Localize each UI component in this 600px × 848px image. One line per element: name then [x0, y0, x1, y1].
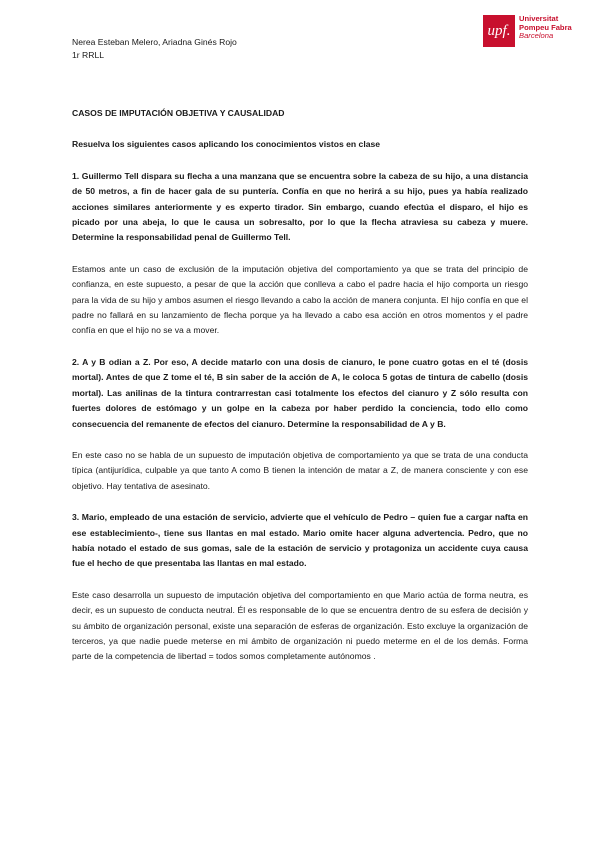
upf-logo — [483, 15, 572, 47]
header-block — [72, 36, 237, 62]
course-line: 1r RRLL — [72, 50, 104, 60]
case-3-question: 3. Mario, empleado de una estación de servicio, advierte que el vehículo de Pedro – quien fue a cargar nafta en ese establecimiento-, tiene sus llantas en mal estado. Mario omite hacer alguna advertencia. Pedro, que no había notado el estado de sus gomas, sale de la estación de servicio y protagoniza un accidente cuya causa fue el hecho de que presentaba las llantas en mal estado. — [72, 512, 528, 569]
authors-line: Nerea Esteban Melero, Ariadna Ginés Rojo — [72, 37, 237, 47]
logo-line-3: Barcelona — [519, 31, 554, 41]
case-3-answer: Este caso desarrolla un supuesto de imputación objetiva del comportamiento en que Mario actúa de forma neutra, es decir, es un supuesto de conducta neutral. Él es responsable de lo que se encuentra dentro de su esfera de decisión y su ámbito de organización personal, existe una separación de esferas de organización. Esto excluye la organización de terceros, ya que nadie puede meterse en mi ámbito de organización ni puedo meterme en el de los demás. Forma parte de la competencia de libertad = todos somos completamente autónomos . — [72, 589, 528, 662]
document-title: CASOS DE IMPUTACIÓN OBJETIVA Y CAUSALIDAD — [72, 108, 285, 118]
logo-mark: upf. — [483, 15, 515, 47]
document-body — [72, 106, 528, 681]
case-1-question: 1. Guillermo Tell dispara su flecha a una manzana que se encuentra sobre la cabeza de su hijo, a una distancia de 50 metros, a fin de hacer gala de su puntería. Confía en que no herirá a su hijo, pues ya había realizado acciones similares anteriormente y es experto tirador. Sin embargo, cuando efectúa el disparo, el hijo es picado por una abeja, lo que le causa un sobresalto, por lo que la flecha atraviesa su cabeza y muere. Determine la responsabilidad penal de Guillermo Tell. — [72, 170, 528, 243]
instructions: Resuelva los siguientes casos aplicando los conocimientos vistos en clase — [72, 139, 381, 150]
case-2-answer: En este caso no se habla de un supuesto de imputación objetiva de comportamiento ya que se trata de una conducta típica (antijurídica, culpable ya que tanto A como B tienen la intención de matar a Z, de manera consciente y con ese objetivo. Hay tentativa de asesinato. — [72, 449, 528, 491]
logo-text — [519, 15, 572, 41]
logo-line-2: Pompeu Fabra — [519, 22, 572, 32]
case-2-question: 2. A y B odian a Z. Por eso, A decide matarlo con una dosis de cianuro, le pone cuatro gotas en el té (dosis mortal). Antes de que Z tome el té, B sin saber de la acción de A, le coloca 5 gotas de tintura de cabello (dosis mortal). Las anilinas de la tintura contrarrestan casi totalmente los efectos del cianuro y Z sólo resulta con fuertes dolores de estómago y un golpe en la cabeza por haber perdido la conciencia, todo ello como consecuencia del remanente de efectos del cianuro. Determine la responsabilidad de A y B. — [72, 356, 528, 429]
logo-line-1: Universitat — [519, 14, 559, 23]
case-1-answer: Estamos ante un caso de exclusión de la imputación objetiva del comportamiento ya que se trata del principio de confianza, en este supuesto, a pesar de que la acción que conlleva a cabo el padre hacia el hijo comporta un riesgo para la vida de su hijo y ambos asumen el riesgo llevando a cabo la acción de manera conjunta. El hijo confía en que el padre no fallará en su lanzamiento de flecha porque ya ha llevado a cabo esa acción en otros momentos y el padre confía en que el hijo no se va a mover. — [72, 263, 528, 336]
